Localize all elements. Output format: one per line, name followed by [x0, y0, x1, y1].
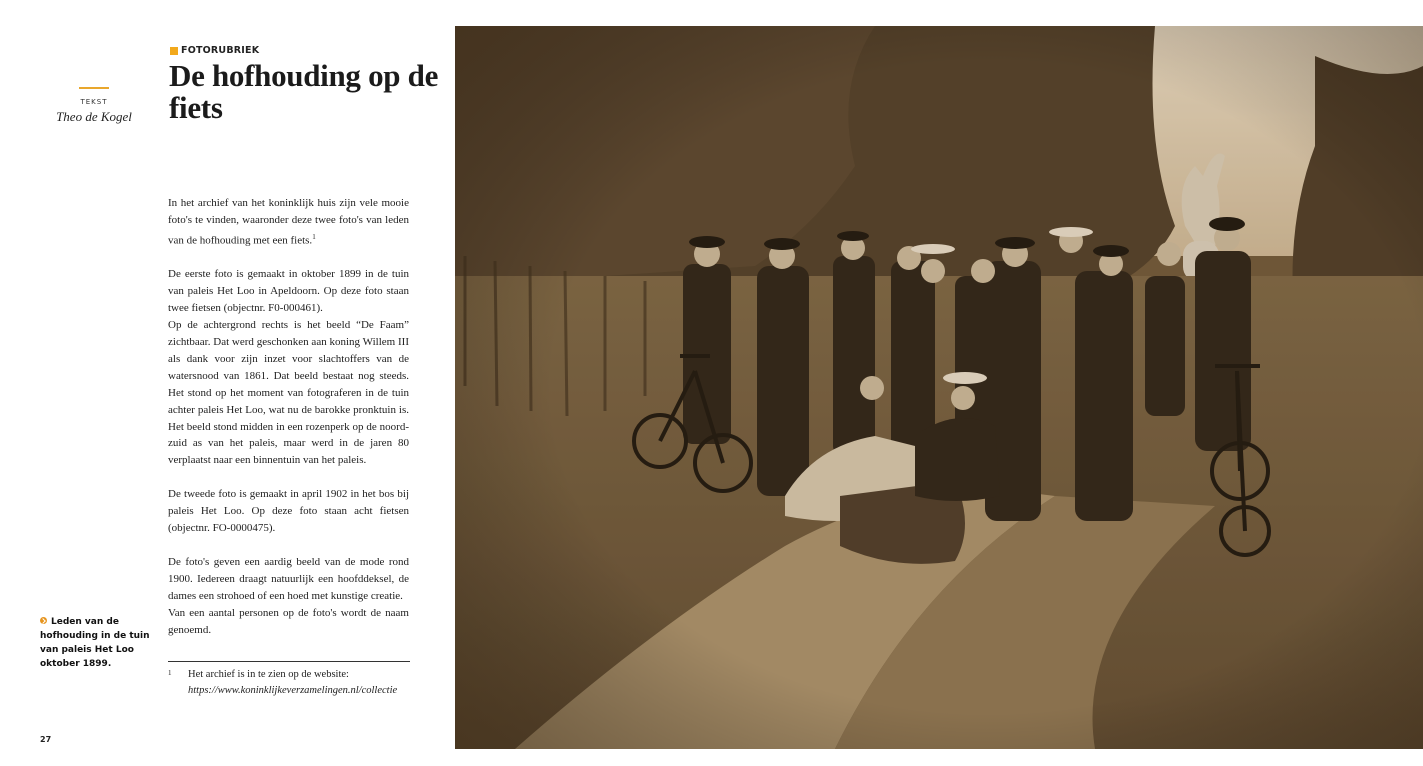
paragraph-2b: Op de achtergrond rechts is het beeld “De Faam” zichtbaar. Dat werd geschonken aan koning Willem III als dank voor zijn inzet voor slachtoffers van de watersnood van 1861. Dat beeld bestaat nog steeds. Het stond op het moment van fotograferen in de tuin achter paleis Het Loo, wat nu de barokke pronktuin is. Het beeld stond midden in een rozenperk op de noord-zuid as van het paleis, maar werd in de jaren 80 verplaatst naar een binnentuin van het paleis. — [168, 319, 409, 467]
paragraph-1 — [168, 195, 409, 249]
paragraph-2a: De eerste foto is gemaakt in oktober 1899 in de tuin van paleis Het Loo in Apeldoorn. Op deze foto staan twee fietsen (objectnr. F0-000461). — [168, 268, 409, 315]
section-label — [170, 45, 259, 56]
footnote-rule — [168, 661, 410, 662]
section-square-icon — [170, 47, 178, 55]
photo-caption-text: Leden van de hofhouding in de tuin van paleis Het Loo oktober 1899. — [40, 617, 150, 669]
group-photo-illustration — [455, 26, 1423, 749]
footnote-reference: 1 — [312, 232, 316, 241]
page-number: 27 — [40, 735, 52, 744]
footnote-text: Het archief is in te zien op de website: — [188, 669, 349, 680]
circle-arrow-icon — [40, 617, 47, 624]
author-accent-rule — [79, 87, 109, 89]
paragraph-1-text: In het archief van het koninklijk huis zijn vele mooie foto's te vinden, waaronder deze twee foto's van leden van de hofhouding met een fiets. — [168, 197, 409, 247]
sepia-group-photo — [455, 26, 1423, 749]
paragraph-4b: Van een aantal personen op de foto's wordt de naam genoemd. — [168, 606, 409, 636]
section-label-text: FOTORUBRIEK — [181, 45, 260, 56]
author-label: TEKST — [80, 98, 108, 106]
author-name: Theo de Kogel — [56, 109, 132, 124]
paragraph-4a: De foto's geven een aardig beeld van de mode rond 1900. Iedereen draagt natuurlijk een hoofddeksel, de dames een strohoed of een hoed met kunstige creatie. — [168, 555, 409, 602]
article-body — [168, 195, 409, 656]
footnote — [168, 667, 418, 699]
article-title: De hofhouding op de fiets — [169, 58, 439, 125]
footnote-url[interactable]: https://www.koninklijkeverzamelingen.nl/collectie — [188, 685, 398, 696]
footnote-number: 1 — [168, 669, 172, 677]
photo-caption — [40, 615, 152, 671]
paragraph-3: De tweede foto is gemaakt in april 1902 in het bos bij paleis Het Loo. Op deze foto staan acht fietsen (objectnr. FO-0000475). — [168, 488, 409, 535]
